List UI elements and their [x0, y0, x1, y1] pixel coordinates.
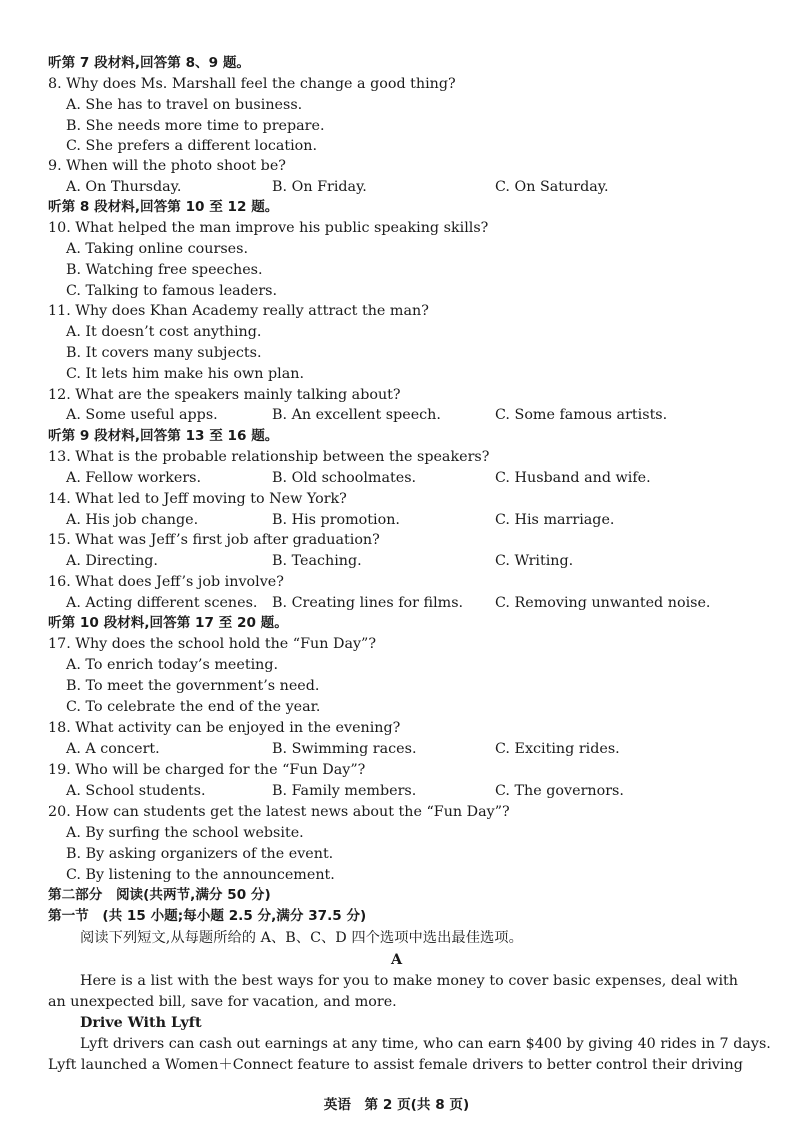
q9-option-a: A. On Thursday.: [66, 179, 182, 195]
question-12: 12. What are the speakers mainly talking about?: [48, 387, 401, 403]
question-14: 14. What led to Jeff moving to New York?: [48, 491, 347, 507]
q19-option-c: C. The governors.: [495, 783, 624, 799]
section-1-heading: 第一节 (共 15 小题;每小题 2.5 分,满分 37.5 分): [48, 908, 367, 924]
q13-option-c: C. Husband and wife.: [495, 470, 651, 486]
q10-option-b: B. Watching free speeches.: [66, 262, 263, 278]
q8-option-c: C. She prefers a different location.: [66, 138, 318, 154]
q20-option-b: B. By asking organizers of the event.: [66, 846, 334, 862]
question-9: 9. When will the photo shoot be?: [48, 158, 286, 174]
question-15: 15. What was Jeff’s first job after graduation?: [48, 532, 380, 548]
question-10: 10. What helped the man improve his public speaking skills?: [48, 220, 489, 236]
q20-option-c: C. By listening to the announcement.: [66, 867, 335, 883]
q12-option-c: C. Some famous artists.: [495, 407, 668, 423]
q15-option-c: C. Writing.: [495, 553, 574, 569]
page-footer: 英语 第 2 页(共 8 页): [323, 1097, 470, 1113]
q11-option-b: B. It covers many subjects.: [66, 345, 262, 361]
q14-option-a: A. His job change.: [66, 512, 199, 528]
q19-option-b: B. Family members.: [272, 783, 417, 799]
segment-7-heading: 听第 7 段材料,回答第 8、9 题。: [48, 55, 251, 71]
passage-intro: Here is a list with the best ways for you to make money to cover basic expenses, deal with an unexpected bill, save for vacation, and more.: [48, 973, 738, 1010]
q12-option-a: A. Some useful apps.: [66, 407, 218, 423]
q16-option-c: C. Removing unwanted noise.: [495, 595, 711, 611]
question-17: 17. Why does the school hold the “Fun Day”?: [48, 636, 377, 652]
q17-option-c: C. To celebrate the end of the year.: [66, 699, 321, 715]
q18-option-c: C. Exciting rides.: [495, 741, 620, 757]
q10-option-c: C. Talking to famous leaders.: [66, 283, 278, 299]
question-19: 19. Who will be charged for the “Fun Day”?: [48, 762, 366, 778]
q8-option-b: B. She needs more time to prepare.: [66, 118, 325, 134]
question-16: 16. What does Jeff’s job involve?: [48, 574, 284, 590]
q9-option-b: B. On Friday.: [272, 179, 367, 195]
question-18: 18. What activity can be enjoyed in the evening?: [48, 720, 401, 736]
q16-option-a: A. Acting different scenes.: [66, 595, 258, 611]
q12-option-b: B. An excellent speech.: [272, 407, 441, 423]
question-20: 20. How can students get the latest news about the “Fun Day”?: [48, 804, 510, 820]
q16-option-b: B. Creating lines for films.: [272, 595, 464, 611]
q14-option-b: B. His promotion.: [272, 512, 400, 528]
reading-instruction: 阅读下列短文,从每题所给的 A、B、C、D 四个选项中选出最佳选项。: [80, 930, 523, 946]
q10-option-a: A. Taking online courses.: [66, 241, 249, 257]
question-11: 11. Why does Khan Academy really attract the man?: [48, 303, 429, 319]
q15-option-b: B. Teaching.: [272, 553, 362, 569]
q17-option-a: A. To enrich today’s meeting.: [66, 657, 279, 673]
q14-option-c: C. His marriage.: [495, 512, 615, 528]
q9-option-c: C. On Saturday.: [495, 179, 609, 195]
q13-option-a: A. Fellow workers.: [66, 470, 202, 486]
passage-paragraph-line-1: Lyft drivers can cash out earnings at any time, who can earn $400 by giving 40 rides in 7 days.: [80, 1036, 771, 1052]
q15-option-a: A. Directing.: [66, 553, 158, 569]
q11-option-c: C. It lets him make his own plan.: [66, 366, 305, 382]
segment-10-heading: 听第 10 段材料,回答第 17 至 20 题。: [48, 615, 288, 631]
q13-option-b: B. Old schoolmates.: [272, 470, 417, 486]
q18-option-b: B. Swimming races.: [272, 741, 417, 757]
q19-option-a: A. School students.: [66, 783, 206, 799]
question-8: 8. Why does Ms. Marshall feel the change a good thing?: [48, 76, 456, 92]
segment-9-heading: 听第 9 段材料,回答第 13 至 16 题。: [48, 428, 279, 444]
passage-label: A: [390, 952, 403, 968]
segment-8-heading: 听第 8 段材料,回答第 10 至 12 题。: [48, 199, 279, 215]
part-2-heading: 第二部分 阅读(共两节,满分 50 分): [48, 887, 271, 903]
q20-option-a: A. By surfing the school website.: [66, 825, 304, 841]
q11-option-a: A. It doesn’t cost anything.: [66, 324, 262, 340]
q8-option-a: A. She has to travel on business.: [66, 97, 303, 113]
passage-heading: Drive With Lyft: [80, 1015, 202, 1031]
q17-option-b: B. To meet the government’s need.: [66, 678, 320, 694]
q18-option-a: A. A concert.: [66, 741, 160, 757]
question-13: 13. What is the probable relationship between the speakers?: [48, 449, 490, 465]
passage-paragraph-line-2: Lyft launched a Women＋Connect feature to assist female drivers to better control their driving: [48, 1057, 743, 1073]
